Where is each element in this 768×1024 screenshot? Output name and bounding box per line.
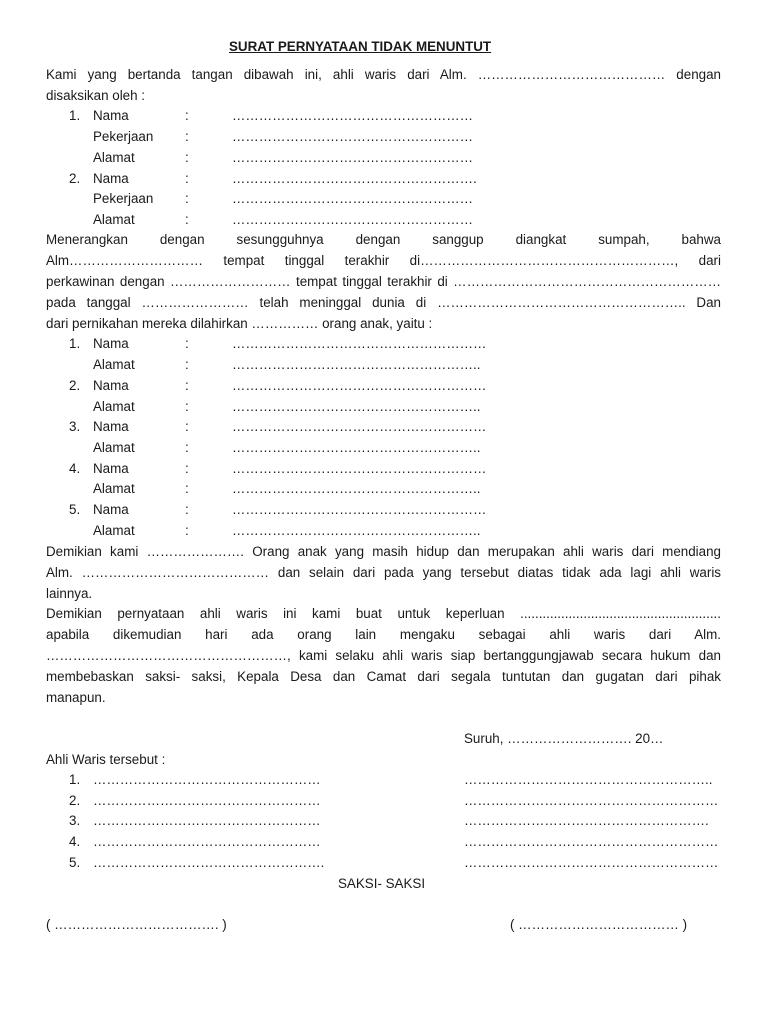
child-1-alamat-value: ………………………………………………..	[232, 357, 481, 372]
heir-2-pekerjaan-label: Pekerjaan	[93, 191, 154, 206]
heir-1-nama-colon: :	[185, 108, 189, 123]
heir-2-pekerjaan-colon: :	[185, 191, 189, 206]
statement-line-4: pada tanggal …………………… telah meninggal dunia di ……………………………………………….. Dan	[46, 295, 721, 310]
child-1-nama-colon: :	[185, 336, 189, 351]
heir-2-alamat-label: Alamat	[93, 212, 135, 227]
heirs-list-label: Ahli Waris tersebut :	[46, 752, 166, 767]
child-3-number: 3.	[69, 419, 81, 434]
statement-line-1: Menerangkan dengan sesungguhnya dengan sanggup diangkat sumpah, bahwa	[46, 232, 721, 247]
child-2-alamat-value: ………………………………………………..	[232, 399, 481, 414]
child-4-alamat-colon: :	[185, 481, 189, 496]
heir-2-pekerjaan-value: ………………………………………………	[232, 191, 474, 206]
heir-1-alamat-label: Alamat	[93, 150, 135, 165]
heirs-list-left-3: ……………………………………………	[93, 813, 321, 828]
child-4-alamat-label: Alamat	[93, 481, 135, 496]
closing-line-7: membebaskan saksi- saksi, Kepala Desa dan Camat dari segala tuntutan dan gugatan dari pihak	[46, 669, 721, 684]
child-1-nama-label: Nama	[93, 336, 129, 351]
heir-1-number: 1.	[69, 108, 81, 123]
heirs-list-right-1: ………………………………………………..	[464, 772, 713, 787]
statement-line-3: perkawinan dengan ……………………… tempat tinggal terakhir di ……………………………………………………	[46, 274, 721, 289]
witnesses-heading: SAKSI- SAKSI	[338, 876, 426, 891]
heirs-list-number-2: 2.	[69, 793, 81, 808]
child-4-number: 4.	[69, 461, 81, 476]
child-5-nama-colon: :	[185, 502, 189, 517]
heir-1-pekerjaan-value: ………………………………………………	[232, 129, 474, 144]
child-3-nama-colon: :	[185, 419, 189, 434]
heirs-list-right-5: …………………………………………………	[464, 855, 719, 870]
child-5-number: 5.	[69, 502, 81, 517]
closing-line-6: ………………………………………………, kami selaku ahli waris siap bertanggungjawab secara hukum dan	[46, 648, 721, 663]
child-4-alamat-value: ………………………………………………..	[232, 481, 481, 496]
closing-line-8: manapun.	[46, 690, 106, 705]
child-1-nama-value: …………………………………………………	[232, 336, 487, 351]
heirs-list-right-3: ……………………………………………….	[464, 813, 709, 828]
heir-1-alamat-colon: :	[185, 150, 189, 165]
intro-line-2: disaksikan oleh :	[46, 88, 145, 103]
closing-line-3: lainnya.	[46, 586, 93, 601]
child-5-alamat-colon: :	[185, 523, 189, 538]
heir-1-alamat-value: ………………………………………………	[232, 150, 474, 165]
heirs-list-right-4: …………………………………………………	[464, 834, 719, 849]
heir-2-nama-label: Nama	[93, 171, 129, 186]
witness-left-signature: ( ………………………………. )	[46, 917, 227, 932]
statement-line-5: dari pernikahan mereka dilahirkan …………… orang anak, yaitu :	[46, 316, 433, 331]
heirs-list-number-5: 5.	[69, 855, 81, 870]
child-3-alamat-colon: :	[185, 440, 189, 455]
heir-1-nama-label: Nama	[93, 108, 129, 123]
heirs-list-right-2: …………………………………………………	[464, 793, 719, 808]
heirs-list-number-1: 1.	[69, 772, 81, 787]
child-1-alamat-label: Alamat	[93, 357, 135, 372]
heirs-list-left-4: ……………………………………………	[93, 834, 321, 849]
heir-1-pekerjaan-colon: :	[185, 129, 189, 144]
child-5-alamat-value: ………………………………………………..	[232, 523, 481, 538]
child-5-nama-label: Nama	[93, 502, 129, 517]
heir-1-nama-value: ………………………………………………	[232, 108, 474, 123]
heir-2-number: 2.	[69, 171, 81, 186]
child-3-nama-value: …………………………………………………	[232, 419, 487, 434]
heir-2-alamat-colon: :	[185, 212, 189, 227]
place-date: Suruh, ………………………. 20…	[464, 731, 664, 746]
closing-line-4: Demikian pernyataan ahli waris ini kami buat untuk keperluan ......................................................	[46, 606, 721, 621]
child-1-number: 1.	[69, 336, 81, 351]
heir-2-nama-colon: :	[185, 171, 189, 186]
heirs-list-left-1: ……………………………………………	[93, 772, 321, 787]
heir-2-nama-value: ……………………………………………….	[232, 171, 477, 186]
child-3-alamat-value: ………………………………………………..	[232, 440, 481, 455]
child-3-alamat-label: Alamat	[93, 440, 135, 455]
heirs-list-left-5: …………………………………………….	[93, 855, 325, 870]
child-1-alamat-colon: :	[185, 357, 189, 372]
closing-line-1: Demikian kami …………………. Orang anak yang masih hidup dan merupakan ahli waris dari mendiang	[46, 544, 721, 559]
heirs-list-number-4: 4.	[69, 834, 81, 849]
child-3-nama-label: Nama	[93, 419, 129, 434]
child-2-alamat-colon: :	[185, 399, 189, 414]
child-2-nama-label: Nama	[93, 378, 129, 393]
heir-2-alamat-value: ………………………………………………	[232, 212, 474, 227]
child-2-nama-colon: :	[185, 378, 189, 393]
heir-1-pekerjaan-label: Pekerjaan	[93, 129, 154, 144]
intro-line-1: Kami yang bertanda tangan dibawah ini, ahli waris dari Alm. …………………………………… dengan	[46, 67, 721, 82]
child-2-alamat-label: Alamat	[93, 399, 135, 414]
heirs-list-left-2: ……………………………………………	[93, 793, 321, 808]
heirs-list-number-3: 3.	[69, 813, 81, 828]
statement-line-2: Alm………………………… tempat tinggal terakhir di…………………………………………………, dari	[46, 253, 721, 268]
child-5-nama-value: …………………………………………………	[232, 502, 487, 517]
closing-line-2: Alm. …………………………………… dan selain dari pada yang tersebut diatas tidak ada lagi ahli waris	[46, 565, 721, 580]
child-4-nama-label: Nama	[93, 461, 129, 476]
witness-right-signature: ( ……………………………… )	[510, 917, 688, 932]
document-title: SURAT PERNYATAAN TIDAK MENUNTUT	[229, 39, 492, 54]
closing-line-5: apabila dikemudian hari ada orang lain mengaku sebagai ahli waris dari Alm.	[46, 627, 721, 642]
child-4-nama-value: …………………………………………………	[232, 461, 487, 476]
child-2-nama-value: …………………………………………………	[232, 378, 487, 393]
child-5-alamat-label: Alamat	[93, 523, 135, 538]
child-4-nama-colon: :	[185, 461, 189, 476]
child-2-number: 2.	[69, 378, 81, 393]
